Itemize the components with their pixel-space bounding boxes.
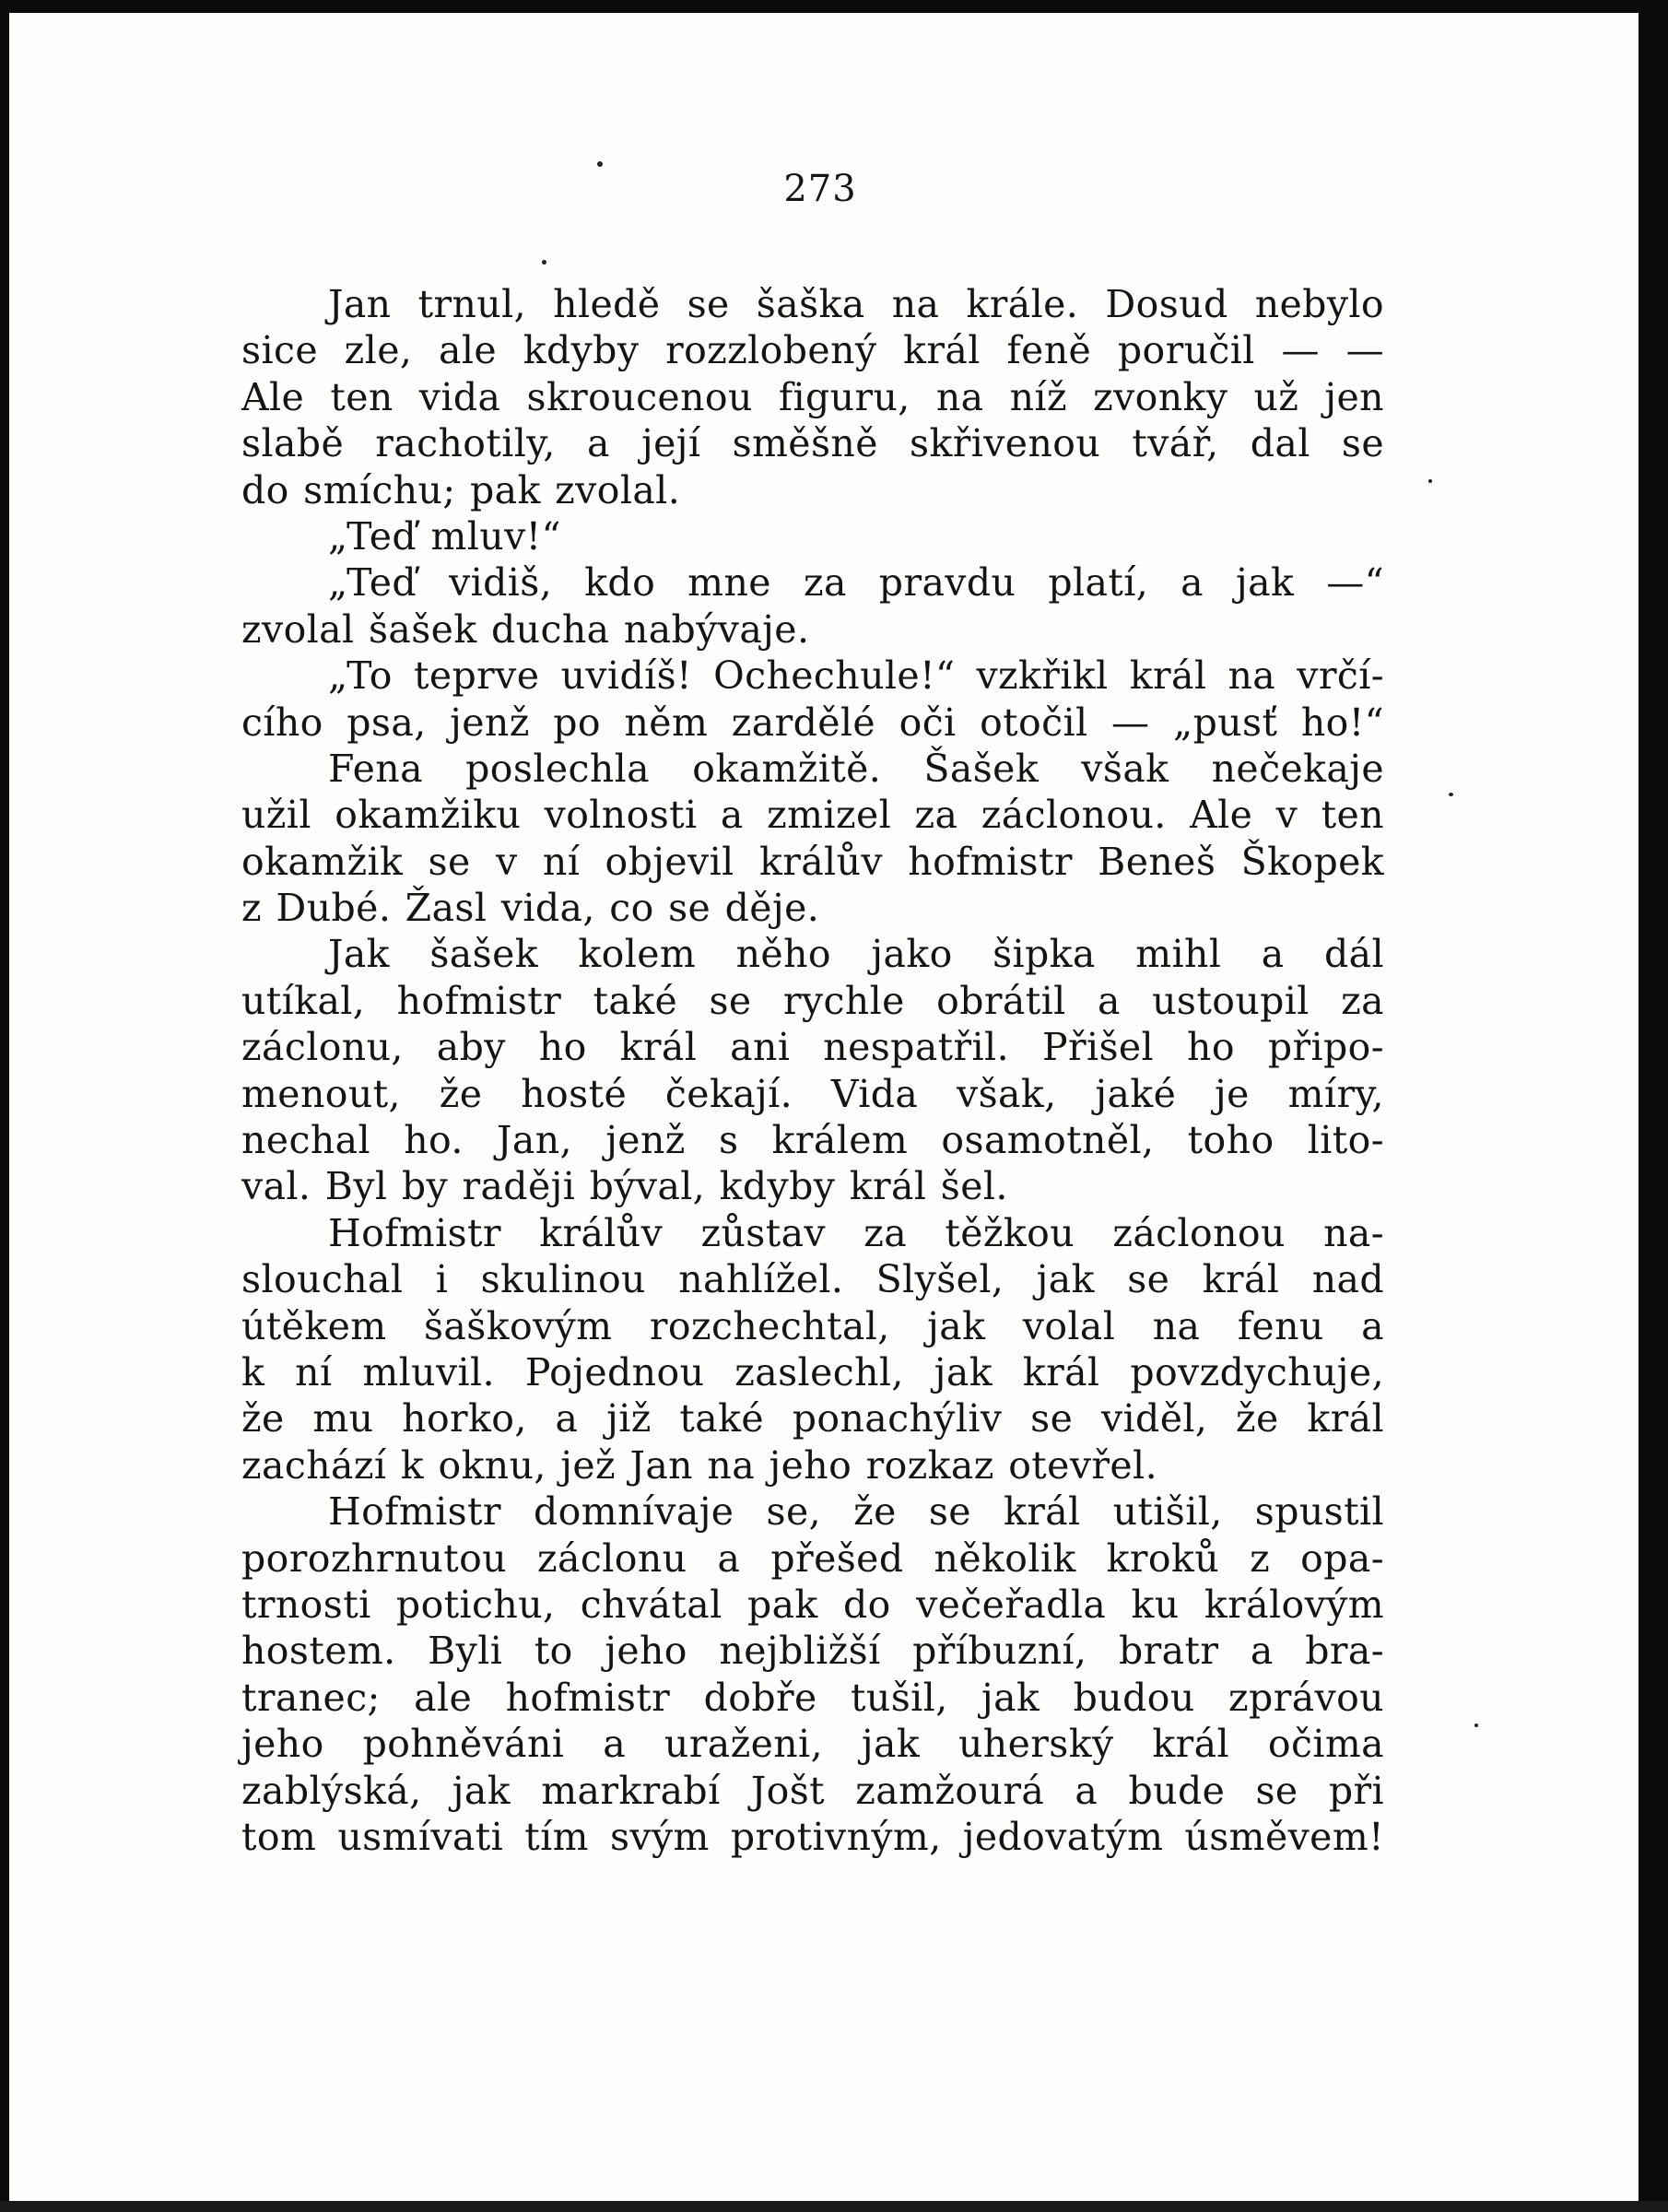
text-line: Ale ten vida skroucenou figuru, na níž zvonky už jen bbox=[241, 374, 1384, 419]
text-line: že mu horko, a již také ponachýliv se viděl, že král bbox=[241, 1396, 1384, 1441]
scan-border-bottom bbox=[0, 2201, 1668, 2212]
text-line: hostem. Byli to jeho nejbližší příbuzní, bratr a bra- bbox=[241, 1629, 1384, 1674]
text-line: užil okamžiku volnosti a zmizel za záclonou. Ale v ten bbox=[241, 793, 1384, 838]
scan-speck bbox=[1474, 1724, 1478, 1727]
text-line: „Teď mluv!“ bbox=[328, 513, 561, 559]
text-line: jeho pohněváni a uraženi, jak uherský král očima bbox=[241, 1722, 1384, 1767]
scan-speck bbox=[542, 260, 546, 265]
text-line: zachází k oknu, jež Jan na jeho rozkaz otevřel. bbox=[241, 1442, 1157, 1488]
page-number: 273 bbox=[783, 168, 857, 210]
text-line: „To teprve uvidíš! Ochechule!“ vzkřikl král na vrčí- bbox=[328, 653, 1384, 699]
text-line: tranec; ale hofmistr dobře tušil, jak budou zprávou bbox=[241, 1675, 1384, 1720]
text-line: trnosti potichu, chvátal pak do večeřadla ku královým bbox=[241, 1582, 1384, 1627]
text-line: slouchal i skulinou nahlížel. Slyšel, jak se král nad bbox=[241, 1257, 1384, 1302]
text-line: sice zle, ale kdyby rozzlobený král feně poručil — — bbox=[241, 328, 1384, 373]
text-line: zvolal šašek ducha nabývaje. bbox=[241, 606, 810, 652]
text-line: Hofmistr domnívaje se, že se král utišil, spustil bbox=[328, 1489, 1384, 1535]
text-line: Hofmistr králův zůstav za těžkou záclonou na- bbox=[328, 1210, 1384, 1255]
text-line: slabě rachotily, a její směšně skřivenou tvář, dal se bbox=[241, 421, 1384, 466]
text-line: útěkem šaškovým rozchechtal, jak volal na fenu a bbox=[241, 1303, 1384, 1348]
body-text bbox=[241, 281, 1384, 1860]
text-line: Jan trnul, hledě se šaška na krále. Dosud nebylo bbox=[328, 282, 1384, 326]
text-line: k ní mluvil. Pojednou zaslechl, jak král povzdychuje, bbox=[241, 1349, 1384, 1394]
text-line: tom usmívati tím svým protivným, jedovatým úsměvem! bbox=[241, 1814, 1384, 1859]
text-line: záclonu, aby ho král ani nespatřil. Přišel ho připo- bbox=[241, 1025, 1384, 1070]
text-line: porozhrnutou záclonu a přešed několik kroků z opa- bbox=[241, 1535, 1384, 1581]
text-line: cího psa, jenž po něm zardělé oči otočil — „pusť ho!“ bbox=[241, 700, 1384, 745]
text-line: val. Byl by raději býval, kdyby král šel. bbox=[241, 1164, 1008, 1209]
text-line: okamžik se v ní objevil králův hofmistr Beneš Škopek bbox=[241, 839, 1384, 884]
scan-speck bbox=[1428, 479, 1432, 483]
scan-speck bbox=[1449, 793, 1453, 796]
text-line: Fena poslechla okamžitě. Šašek však nečekaje bbox=[328, 746, 1384, 791]
scan-border-top bbox=[0, 0, 1668, 13]
text-line: utíkal, hofmistr také se rychle obrátil a ustoupil za bbox=[241, 978, 1384, 1023]
scan-speck bbox=[597, 161, 603, 167]
scan-border-right bbox=[1639, 0, 1668, 2212]
text-line: „Teď vidiš, kdo mne za pravdu platí, a jak —“ bbox=[328, 560, 1384, 606]
text-line: Jak šašek kolem něho jako šipka mihl a dál bbox=[328, 932, 1384, 977]
text-line: zablýská, jak markrabí Jošt zamžourá a bude se při bbox=[241, 1768, 1384, 1813]
text-line: menout, že hosté čekají. Vida však, jaké je míry, bbox=[241, 1071, 1384, 1116]
text-line: do smíchu; pak zvolal. bbox=[241, 467, 681, 512]
scan-border-left bbox=[0, 0, 9, 2212]
text-line: nechal ho. Jan, jenž s králem osamotněl, toho lito- bbox=[241, 1118, 1384, 1163]
text-line: z Dubé. Žasl vida, co se děje. bbox=[241, 886, 820, 931]
